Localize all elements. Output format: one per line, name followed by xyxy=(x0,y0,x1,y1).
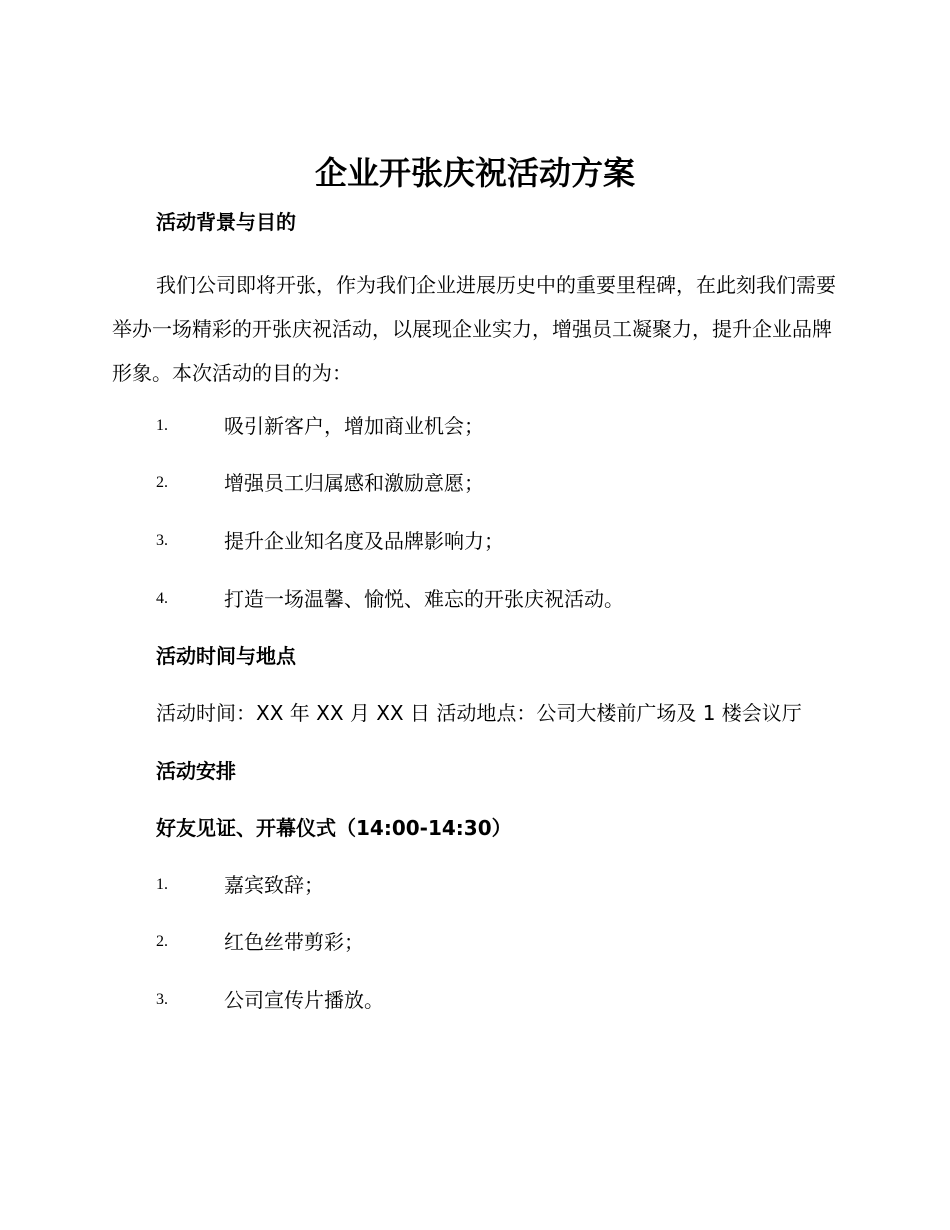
list-text: 红色丝带剪彩； xyxy=(224,930,364,954)
section-heading-background: 活动背景与目的 xyxy=(156,210,296,234)
list-text: 公司宣传片播放。 xyxy=(224,988,384,1012)
list-number: 4. xyxy=(156,590,168,607)
list-number: 3. xyxy=(156,532,168,549)
list-number: 1. xyxy=(156,417,168,434)
list-text: 打造一场温馨、愉悦、难忘的开张庆祝活动。 xyxy=(224,587,624,611)
arrangement-subheading: 好友见证、开幕仪式（14:00-14:30） xyxy=(156,816,512,840)
list-text: 提升企业知名度及品牌影响力； xyxy=(224,529,504,553)
section-heading-arrangement: 活动安排 xyxy=(156,759,236,783)
time-place-line: 活动时间：XX 年 XX 月 XX 日 活动地点：公司大楼前广场及 1 楼会议厅 xyxy=(156,701,802,725)
list-number: 3. xyxy=(156,991,168,1008)
list-text: 吸引新客户，增加商业机会； xyxy=(224,414,484,438)
list-text: 增强员工归属感和激励意愿； xyxy=(224,471,484,495)
list-number: 2. xyxy=(156,474,168,491)
document-title: 企业开张庆祝活动方案 xyxy=(314,154,635,192)
background-paragraph: 我们公司即将开张，作为我们企业进展历史中的重要里程碑，在此刻我们需要举办一场精彩的开张庆祝活动，以展现企业实力，增强员工凝聚力，提升企业品牌形象。本次活动的目的为： xyxy=(112,273,836,385)
list-number: 2. xyxy=(156,933,168,950)
section-heading-time-place: 活动时间与地点 xyxy=(156,644,296,668)
list-text: 嘉宾致辞； xyxy=(224,873,324,897)
list-number: 1. xyxy=(156,876,168,893)
